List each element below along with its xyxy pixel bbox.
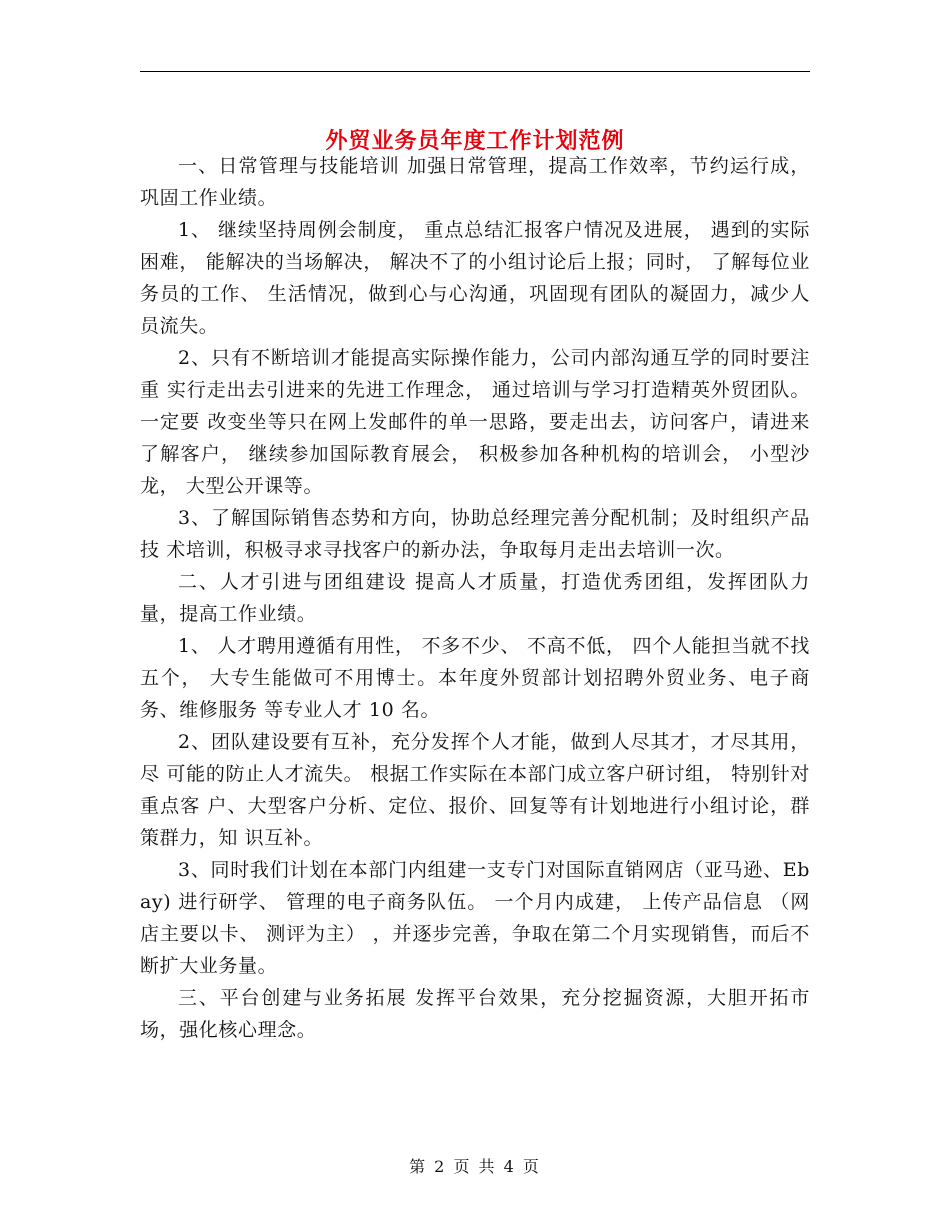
paragraph-section-1-item-3: 3、了解国际销售态势和方向，协助总经理完善分配机制；及时组织产品技 术培训，积极寻求寻找客户的新办法，争取每月走出去培训一次。 — [140, 507, 810, 561]
paragraph-section-2-item-1: 1、 人才聘用遵循有用性， 不多不少、 不高不低， 四个人能担当就不找五个， 大专生能做可不用博士。本年度外贸部计划招聘外贸业务、电子商务、维修服务 等专业人才 10 名。 — [140, 635, 810, 721]
paragraph-section-1-item-2: 2、只有不断培训才能提高实际操作能力，公司内部沟通互学的同时要注重 实行走出去引进来的先进工作理念， 通过培训与学习打造精英外贸团队。 一定要 改变坐等只在网上发邮件的单一思路，要走出去，访问客户，请进来了解客户， 继续参加国际教育展会， 积极参加各种机构的培训会， 小型沙龙， 大型公开课等。 — [140, 347, 810, 497]
document-title: 外贸业务员年度工作计划范例 — [325, 127, 625, 154]
paragraph-section-2-heading: 二、人才引进与团组建设 提高人才质量，打造优秀团组，发挥团队力量，提高工作业绩。 — [140, 571, 810, 625]
document-body — [140, 150, 810, 1046]
header-rule — [140, 71, 810, 72]
paragraph-section-3-heading: 三、平台创建与业务拓展 发挥平台效果，充分挖掘资源，大胆开拓市场，强化核心理念。 — [140, 987, 810, 1041]
paragraph-section-1-item-1: 1、 继续坚持周例会制度， 重点总结汇报客户情况及进展， 遇到的实际困难， 能解决的当场解决， 解决不了的小组讨论后上报；同时， 了解每位业务员的工作、 生活情况，做到心与心沟通，巩固现有团队的凝固力，减少人员流失。 — [140, 219, 810, 337]
paragraph-section-2-item-3: 3、同时我们计划在本部门内组建一支专门对国际直销网店（亚马逊、Ebay) 进行研学、 管理的电子商务队伍。 一个月内成建， 上传产品信息 （网店主要以卡、 测评为主） ，并逐步完善，争取在第二个月实现销售，而后不断扩大业务量。 — [140, 859, 810, 977]
paragraph-section-1-heading: 一、日常管理与技能培训 加强日常管理，提高工作效率，节约运行成，巩固工作业绩。 — [140, 155, 810, 209]
page-number-footer: 第 2 页 共 4 页 — [409, 1157, 541, 1176]
paragraph-section-2-item-2: 2、团队建设要有互补，充分发挥个人才能，做到人尽其才，才尽其用，尽 可能的防止人才流失。 根据工作实际在本部门成立客户研讨组， 特别针对重点客 户、大型客户分析、定位、报价、回复等有计划地进行小组讨论，群策群力，知 识互补。 — [140, 731, 810, 849]
